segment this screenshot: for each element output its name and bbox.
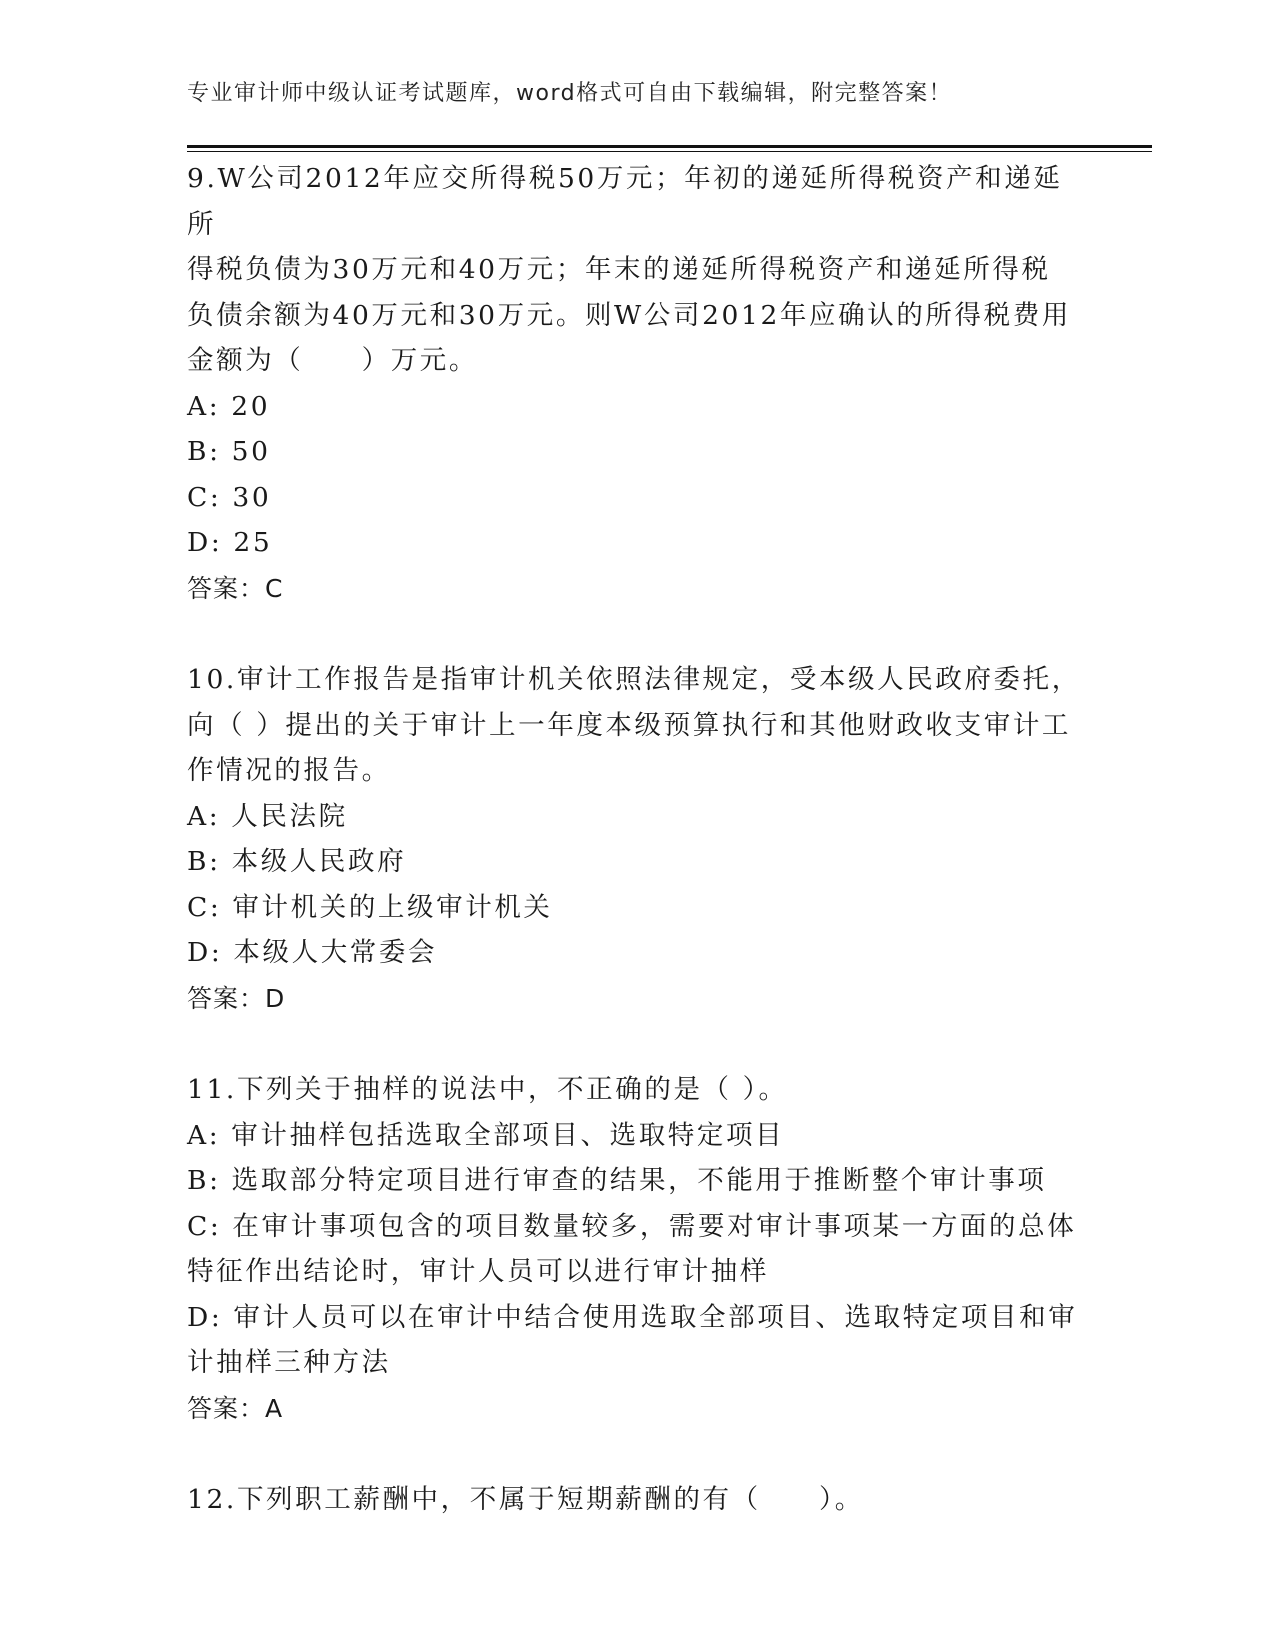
- page-header: 专业审计师中级认证考试题库，word格式可自由下载编辑，附完整答案！: [187, 81, 953, 106]
- option-c: C: 在审计事项包含的项目数量较多，需要对审计事项某一方面的总体: [187, 1210, 1077, 1242]
- option-c-continued: 特征作出结论时，审计人员可以进行审计抽样: [187, 1256, 769, 1287]
- question-line: 负债余额为40万元和30万元。则W公司2012年应确认的所得税费用: [187, 299, 1071, 331]
- question-line: 向（ ）提出的关于审计上一年度本级预算执行和其他财政收支审计工: [187, 709, 1072, 741]
- option-d-continued: 计抽样三种方法: [187, 1347, 391, 1378]
- option-b: B: 50: [187, 436, 271, 467]
- spacer: [187, 1431, 1087, 1477]
- option-d: D: 本级人大常委会: [187, 937, 438, 968]
- answer: 答案：A: [187, 1393, 284, 1423]
- question-line: 10.审计工作报告是指审计机关依照法律规定，受本级人民政府委托，: [187, 664, 1081, 695]
- question-line: 9.W公司2012年应交所得税50万元；年初的递延所得税资产和递延所: [187, 163, 1063, 240]
- question-10: [187, 657, 1087, 1021]
- spacer: [187, 1021, 1087, 1067]
- question-12: [187, 1477, 1087, 1523]
- option-a: A: 20: [187, 390, 271, 422]
- question-11: [187, 1067, 1087, 1431]
- question-line: 作情况的报告。: [187, 755, 391, 786]
- spacer: [187, 611, 1087, 657]
- option-c: C: 审计机关的上级审计机关: [187, 891, 553, 923]
- header-rule-thick: [187, 145, 1152, 148]
- answer: 答案：D: [187, 983, 286, 1013]
- option-c: C: 30: [187, 481, 272, 513]
- answer: 答案：C: [187, 573, 284, 603]
- question-line: 得税负债为30万元和40万元；年末的递延所得税资产和递延所得税: [187, 254, 1051, 285]
- option-a: A: 人民法院: [187, 800, 348, 832]
- option-b: B: 选取部分特定项目进行审查的结果，不能用于推断整个审计事项: [187, 1165, 1047, 1196]
- question-list: [187, 156, 1087, 1523]
- question-9: [187, 156, 1087, 611]
- option-b: B: 本级人民政府: [187, 846, 407, 877]
- question-line: 11.下列关于抽样的说法中，不正确的是（ ）。: [187, 1074, 788, 1105]
- option-d: D: 审计人员可以在审计中结合使用选取全部项目、选取特定项目和审: [187, 1301, 1078, 1333]
- question-line: 金额为（ ）万元。: [187, 345, 478, 376]
- header-rule-thin: [187, 151, 1152, 152]
- option-d: D: 25: [187, 527, 273, 558]
- question-line: 12.下列职工薪酬中，不属于短期薪酬的有（ ）。: [187, 1484, 864, 1515]
- option-a: A: 审计抽样包括选取全部项目、选取特定项目: [187, 1119, 785, 1151]
